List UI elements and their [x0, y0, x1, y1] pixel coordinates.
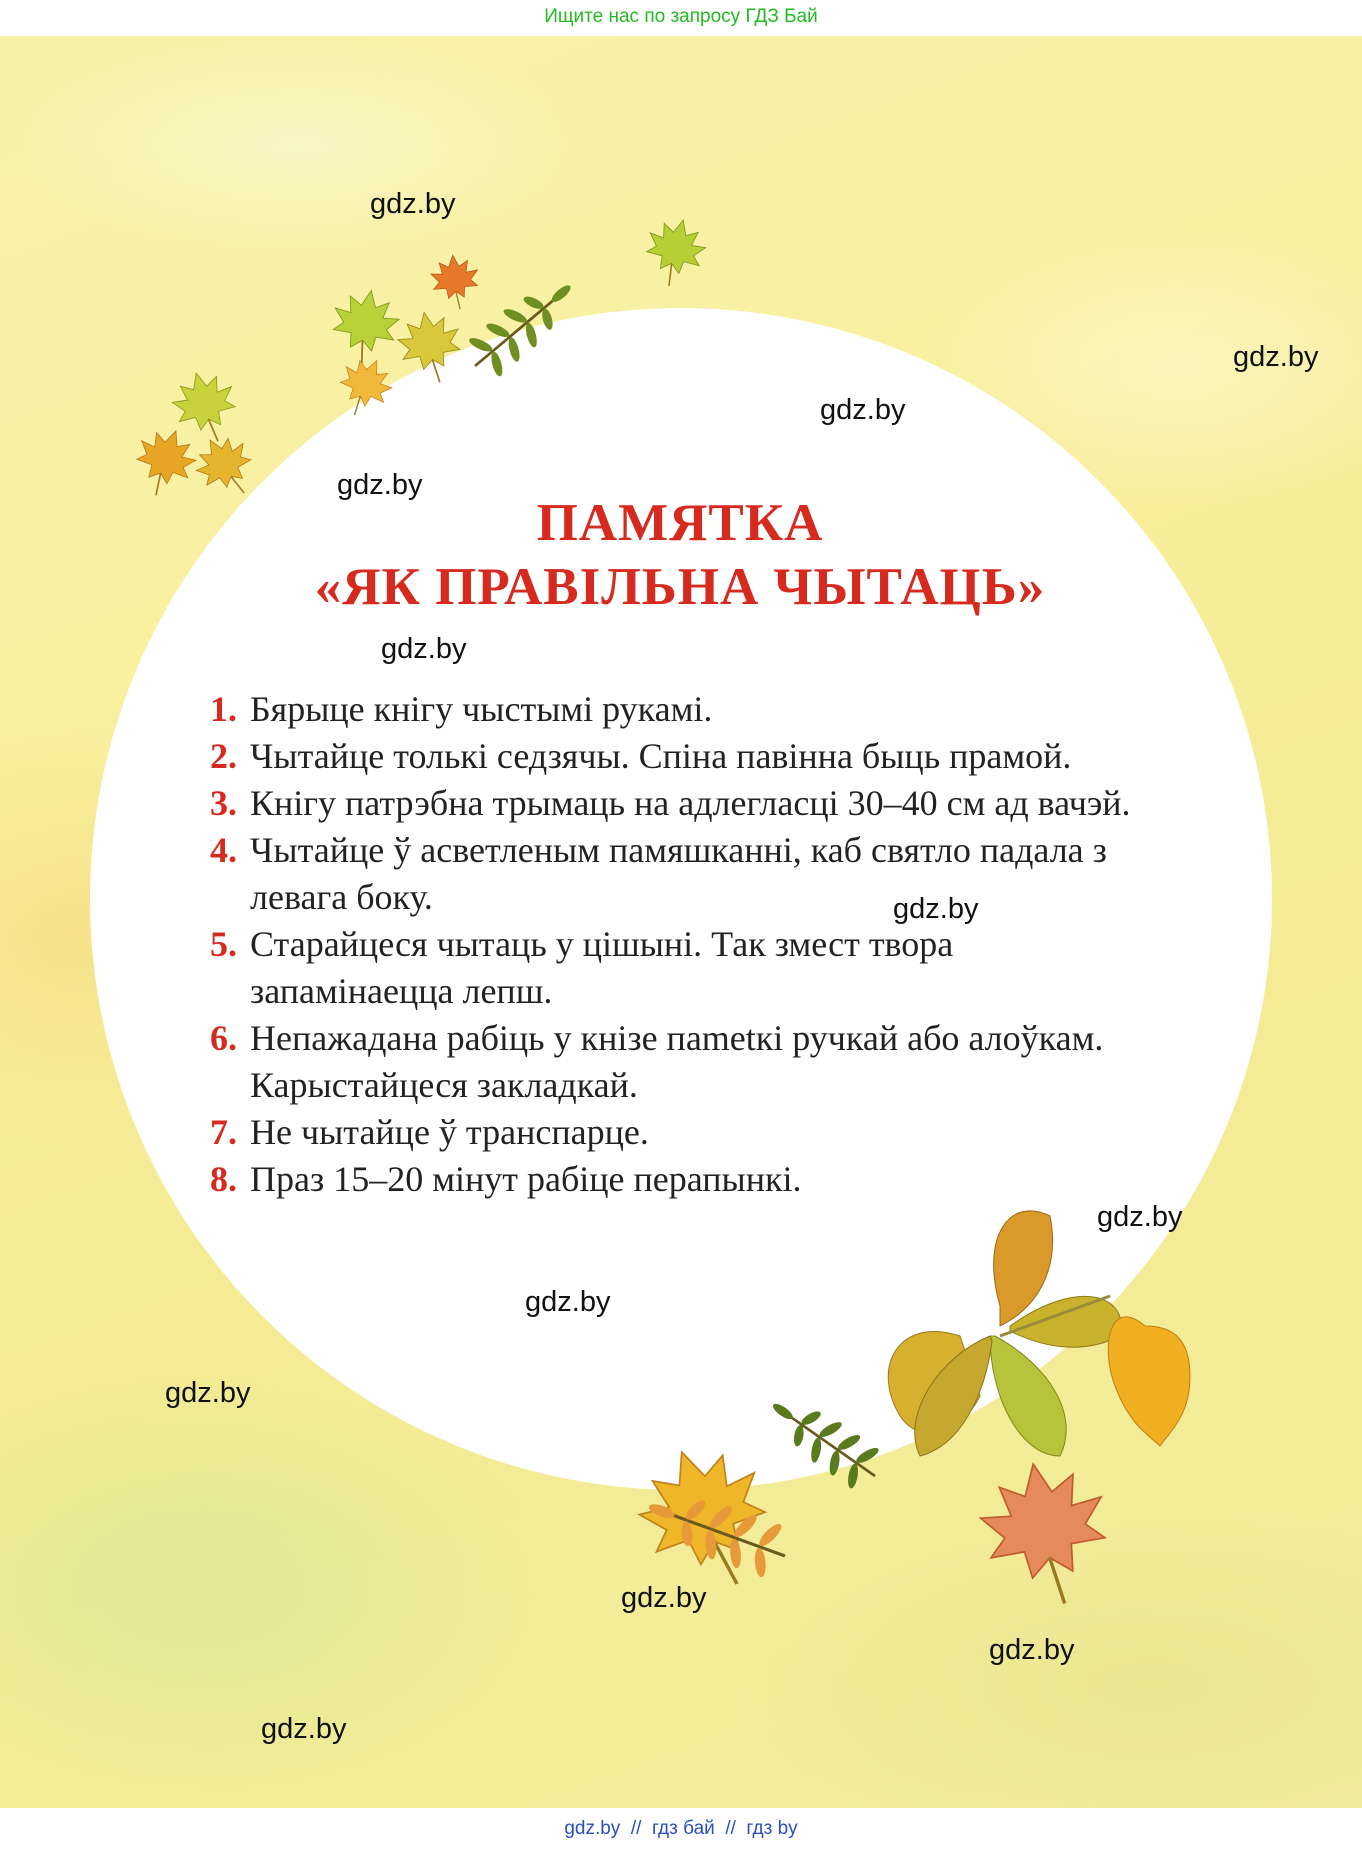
list-item: [210, 921, 1250, 1015]
watermark: gdz.by: [370, 188, 456, 220]
list-item: [210, 733, 1250, 780]
linden-leaf-icon: [1108, 1317, 1190, 1446]
list-item: [210, 1109, 1250, 1156]
watermark: gdz.by: [525, 1286, 611, 1318]
rule-number: 1.: [210, 689, 237, 729]
maple-leaf-icon: [326, 285, 403, 371]
watermark: gdz.by: [893, 893, 979, 925]
rule-number: 4.: [210, 830, 237, 870]
memo-title: [180, 491, 1180, 619]
watermark: gdz.by: [165, 1377, 251, 1409]
watermark: gdz.by: [1097, 1201, 1183, 1233]
search-hint-text: Ищите нас по запросу ГДЗ Бай: [544, 6, 818, 27]
maple-leaf-icon: [624, 1431, 788, 1607]
rule-number: 3.: [210, 783, 237, 823]
watermark: gdz.by: [621, 1582, 707, 1614]
list-item: [210, 686, 1250, 733]
rowan-leaf-icon: [758, 1384, 889, 1498]
rule-text: Непажадана рабіць у кнізе пametкі ручкай або алоўкам. Карыстайцеся закладкай.: [250, 1018, 1104, 1105]
rule-text: Бярыце кнігу чыстымі рукамі.: [250, 689, 713, 729]
chestnut-leaf-icon: [990, 1336, 1066, 1456]
rule-number: 2.: [210, 736, 237, 776]
rule-text: Не чытайце ў транспарце.: [250, 1112, 649, 1152]
rule-number: 8.: [210, 1159, 237, 1199]
footer-links-bar: [0, 1808, 1362, 1849]
watermark: gdz.by: [261, 1713, 347, 1745]
rule-text: Старайцеся чытаць у цішыні. Так змест твора запамінаецца лепш.: [250, 924, 954, 1011]
rule-text: Чытайце толькі седзячы. Спіна павінна быць прамой.: [250, 736, 1072, 776]
maple-leaf-icon: [167, 365, 245, 450]
watermark: gdz.by: [989, 1634, 1075, 1666]
search-hint-banner: [0, 0, 1362, 36]
rule-text: Кнігу патрэбна трымаць на адлегласці 30–40 см ад вачэй.: [250, 783, 1131, 823]
rule-number: 5.: [210, 924, 237, 964]
maple-leaf-icon: [429, 253, 480, 311]
list-item: [210, 1015, 1250, 1109]
maple-leaf-icon: [973, 1453, 1118, 1615]
watermark: gdz.by: [381, 633, 467, 665]
memo-title-line2: «ЯК ПРАВІЛЬНА ЧЫТАЦЬ»: [314, 558, 1046, 616]
memo-title-line1: ПАМЯТКА: [536, 494, 824, 552]
watermark: gdz.by: [820, 394, 906, 426]
list-item: [210, 1156, 1250, 1203]
rules-list: [210, 686, 1250, 1203]
footer-links[interactable]: gdz.by // гдз бай // гдз by: [564, 1818, 798, 1839]
rule-text: Праз 15–20 мінут рабіце перапынкі.: [250, 1159, 802, 1199]
list-item: [210, 780, 1250, 827]
page-background: [0, 36, 1362, 1808]
rule-number: 7.: [210, 1112, 237, 1152]
maple-leaf-icon: [394, 307, 467, 388]
rule-text: Чытайце ў асветленым памяшканні, каб святло падала з левага боку.: [250, 830, 1107, 917]
rowan-leaf-icon: [458, 266, 586, 386]
watermark: gdz.by: [337, 469, 423, 501]
rule-number: 6.: [210, 1018, 237, 1058]
list-item: [210, 827, 1250, 921]
maple-leaf-icon: [329, 350, 400, 425]
maple-leaf-icon: [638, 213, 711, 293]
watermark: gdz.by: [1233, 341, 1319, 373]
